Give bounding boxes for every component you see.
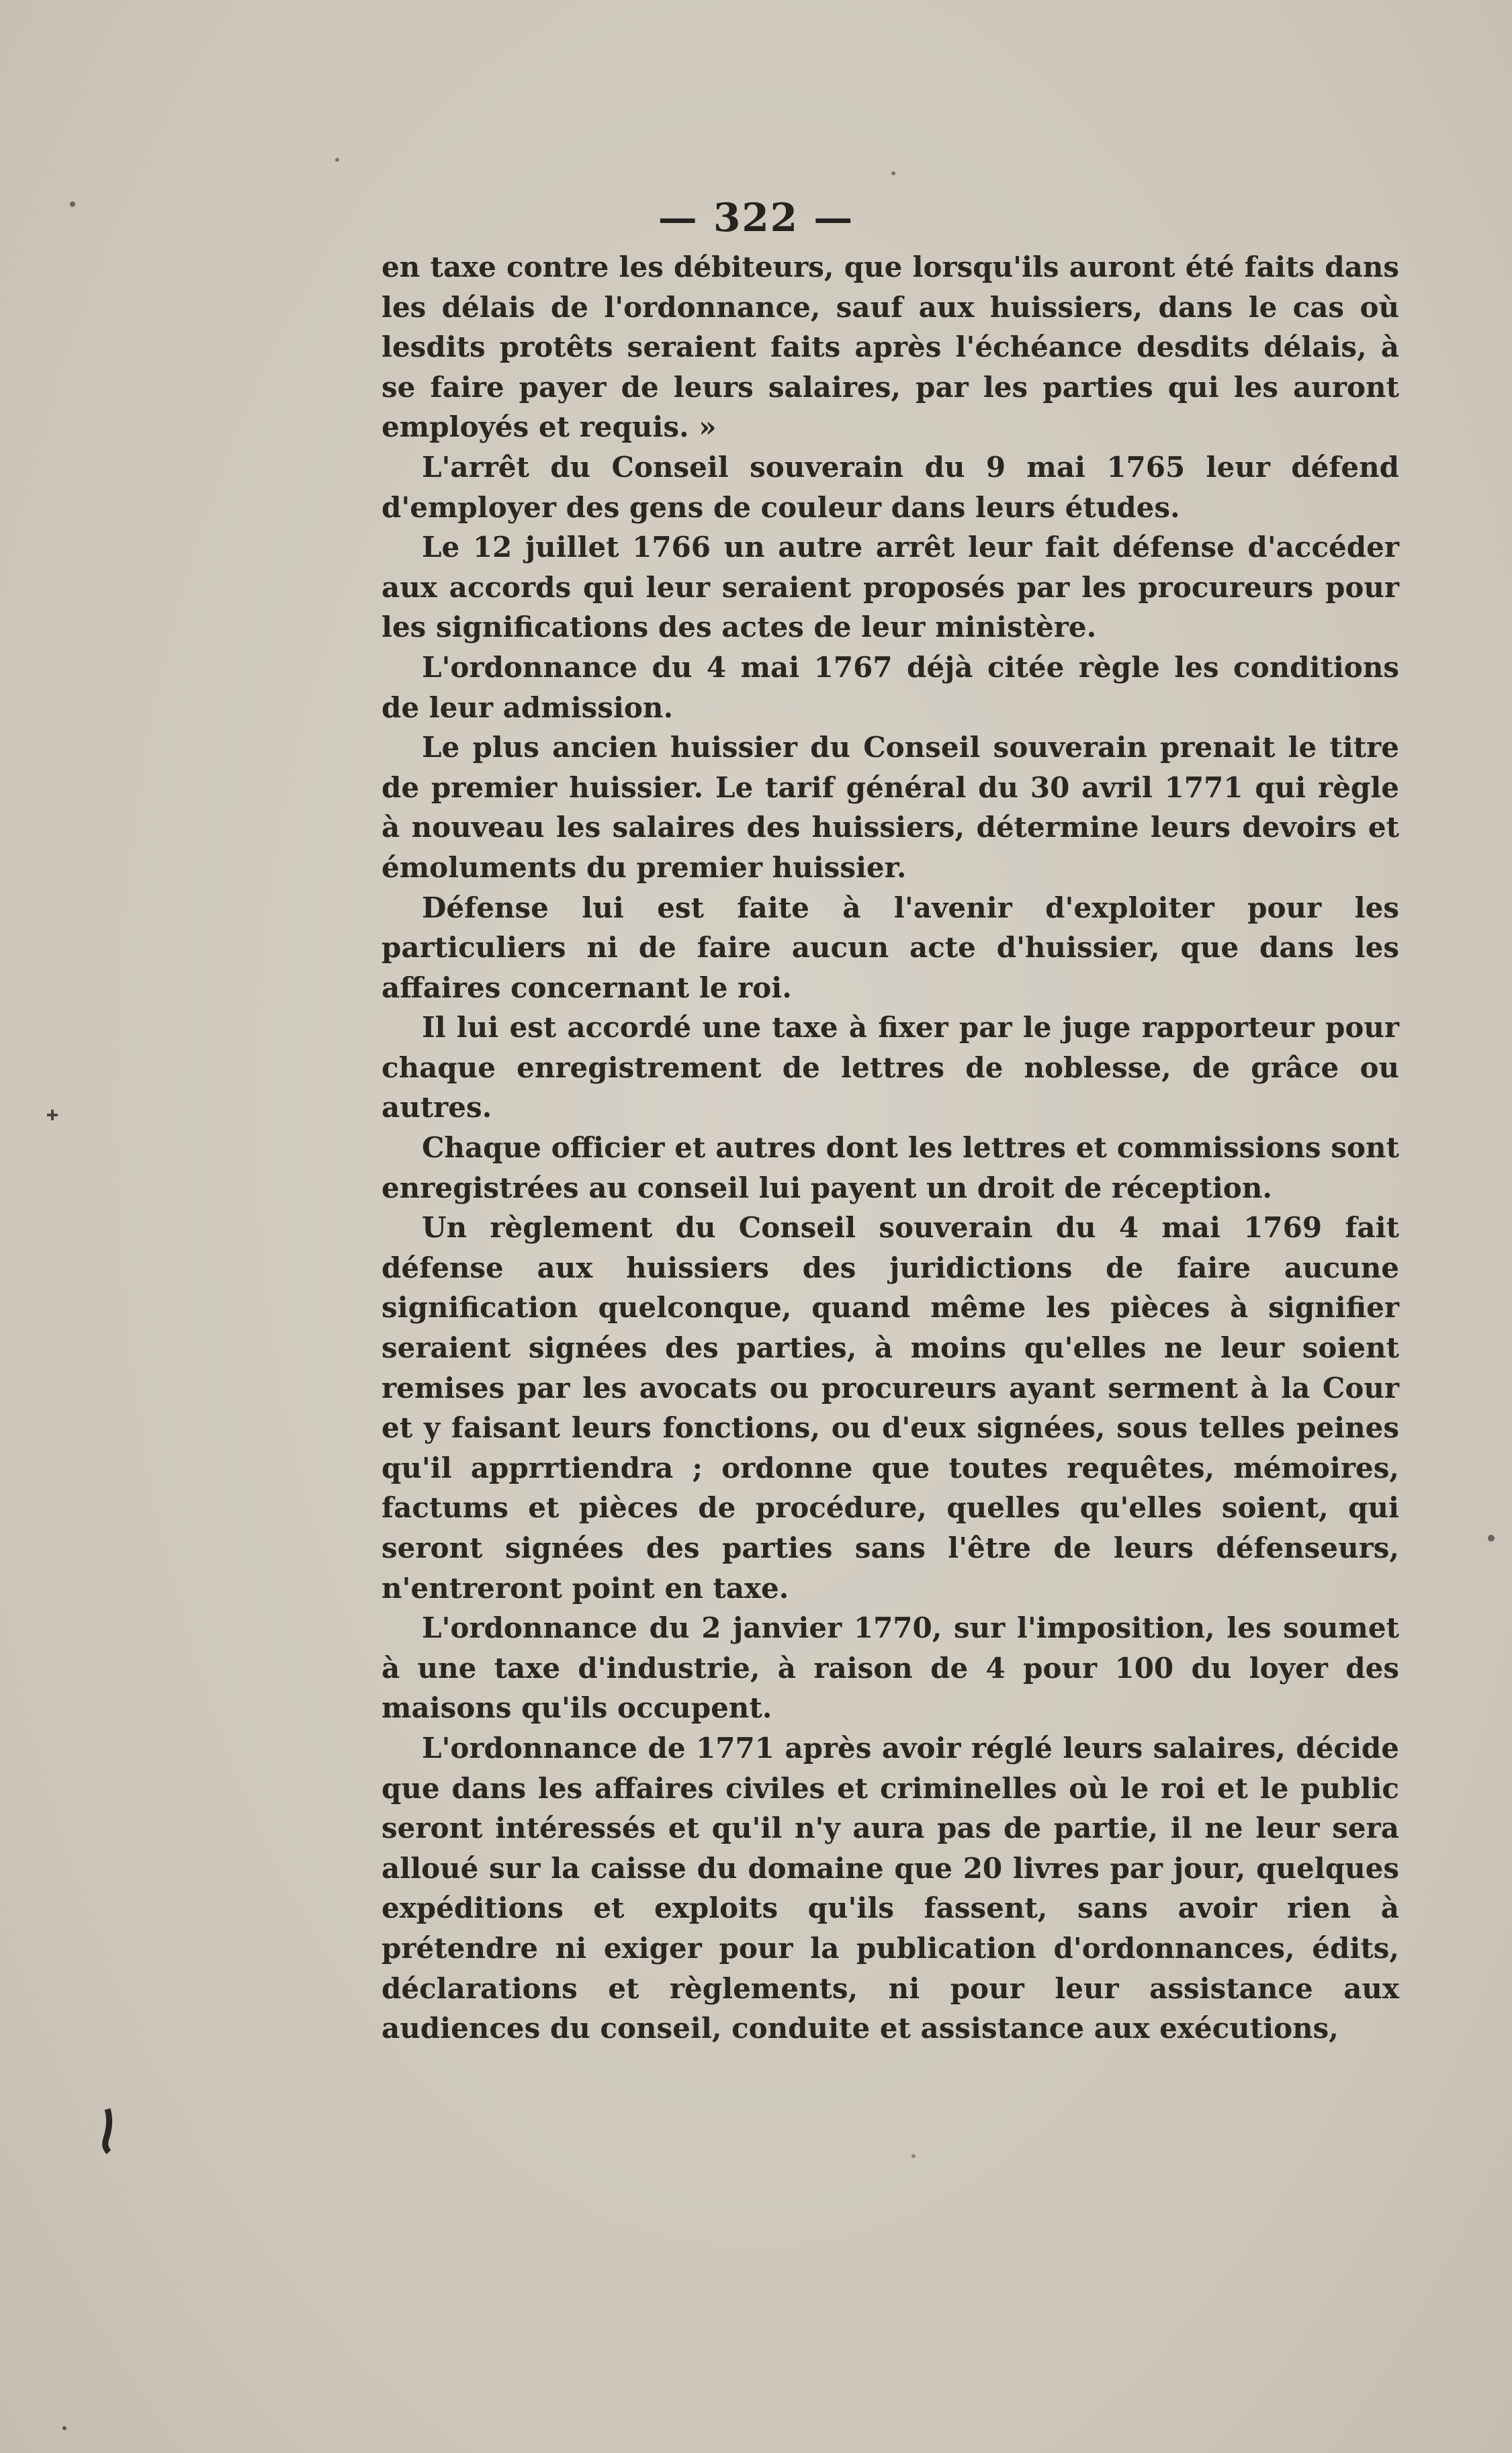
speck — [47, 1110, 58, 1120]
page-number: — 322 — — [658, 195, 854, 240]
body-text — [382, 247, 1399, 2049]
paragraph: Il lui est accordé une taxe à fixer par le juge rapporteur pour chaque enregistrement de lettres de noblesse, de grâce ou autres. — [382, 1011, 1399, 1124]
speck — [105, 2109, 109, 2152]
speck — [62, 2426, 66, 2430]
paragraph: L'ordonnance du 4 mai 1767 déjà citée règle les conditions de leur admission. — [382, 650, 1399, 724]
speck — [1488, 1535, 1495, 1542]
speck — [335, 158, 339, 162]
speck — [911, 2154, 916, 2158]
paragraph: Défense lui est faite à l'avenir d'exploiter pour les particuliers ni de faire aucun acte d'huissier, que dans les affaires concernant le roi. — [382, 891, 1399, 1004]
speck — [891, 171, 895, 175]
paragraph: L'ordonnance du 2 janvier 1770, sur l'imposition, les soumet à une taxe d'industrie, à raison de 4 pour 100 du loyer des maisons qu'ils occupent. — [382, 1611, 1399, 1725]
paragraph: Le plus ancien huissier du Conseil souverain prenait le titre de premier huissier. Le tarif général du 30 avril 1771 qui règle à nouveau les salaires des huissiers, détermine leurs devoirs et émoluments du premier huissier. — [382, 731, 1399, 884]
paragraph: L'arrêt du Conseil souverain du 9 mai 1765 leur défend d'employer des gens de couleur dans leurs études. — [382, 450, 1399, 524]
paragraph: Un règlement du Conseil souverain du 4 mai 1769 fait défense aux huissiers des juridictions de faire aucune signification quelconque, quand même les pièces à signifier seraient signées des parties, à moins qu'elles ne leur soient remises par les avocats ou procureurs ayant serment à la Cour et y faisant leurs fonctions, ou d'eux signées, sous telles peines qu'il apprrtiendra ; ordonne que toutes requêtes, mémoires, factums et pièces de procédure, quelles qu'elles soient, qui seront signées des parties sans l'être de leurs défenseurs, n'entreront point en taxe. — [382, 1211, 1399, 1605]
paragraph: en taxe contre les débiteurs, que lorsqu'ils auront été faits dans les délais de l'ordonnance, sauf aux huissiers, dans le cas où lesdits protêts seraient faits après l'échéance desdits délais, à se faire payer de leurs salaires, par les parties qui les auront employés et requis. » — [382, 251, 1399, 444]
paragraph: Chaque officier et autres dont les lettres et commissions sont enregistrées au conseil lui payent un droit de réception. — [382, 1131, 1399, 1204]
paragraph: Le 12 juillet 1766 un autre arrêt leur fait défense d'accéder aux accords qui leur seraient proposés par les procureurs pour les significations des actes de leur ministère. — [382, 531, 1399, 644]
paragraph: L'ordonnance de 1771 après avoir réglé leurs salaires, décide que dans les affaires civiles et criminelles où le roi et le public seront intéressés et qu'il n'y aura pas de partie, il ne leur sera alloué sur la caisse du domaine que 20 livres par jour, quelques expéditions et exploits qu'ils fassent, sans avoir rien à prétendre ni exiger pour la publication d'ordonnances, édits, déclarations et règlements, ni pour leur assistance aux audiences du conseil, conduite et assistance aux exécutions, — [382, 1731, 1399, 2045]
